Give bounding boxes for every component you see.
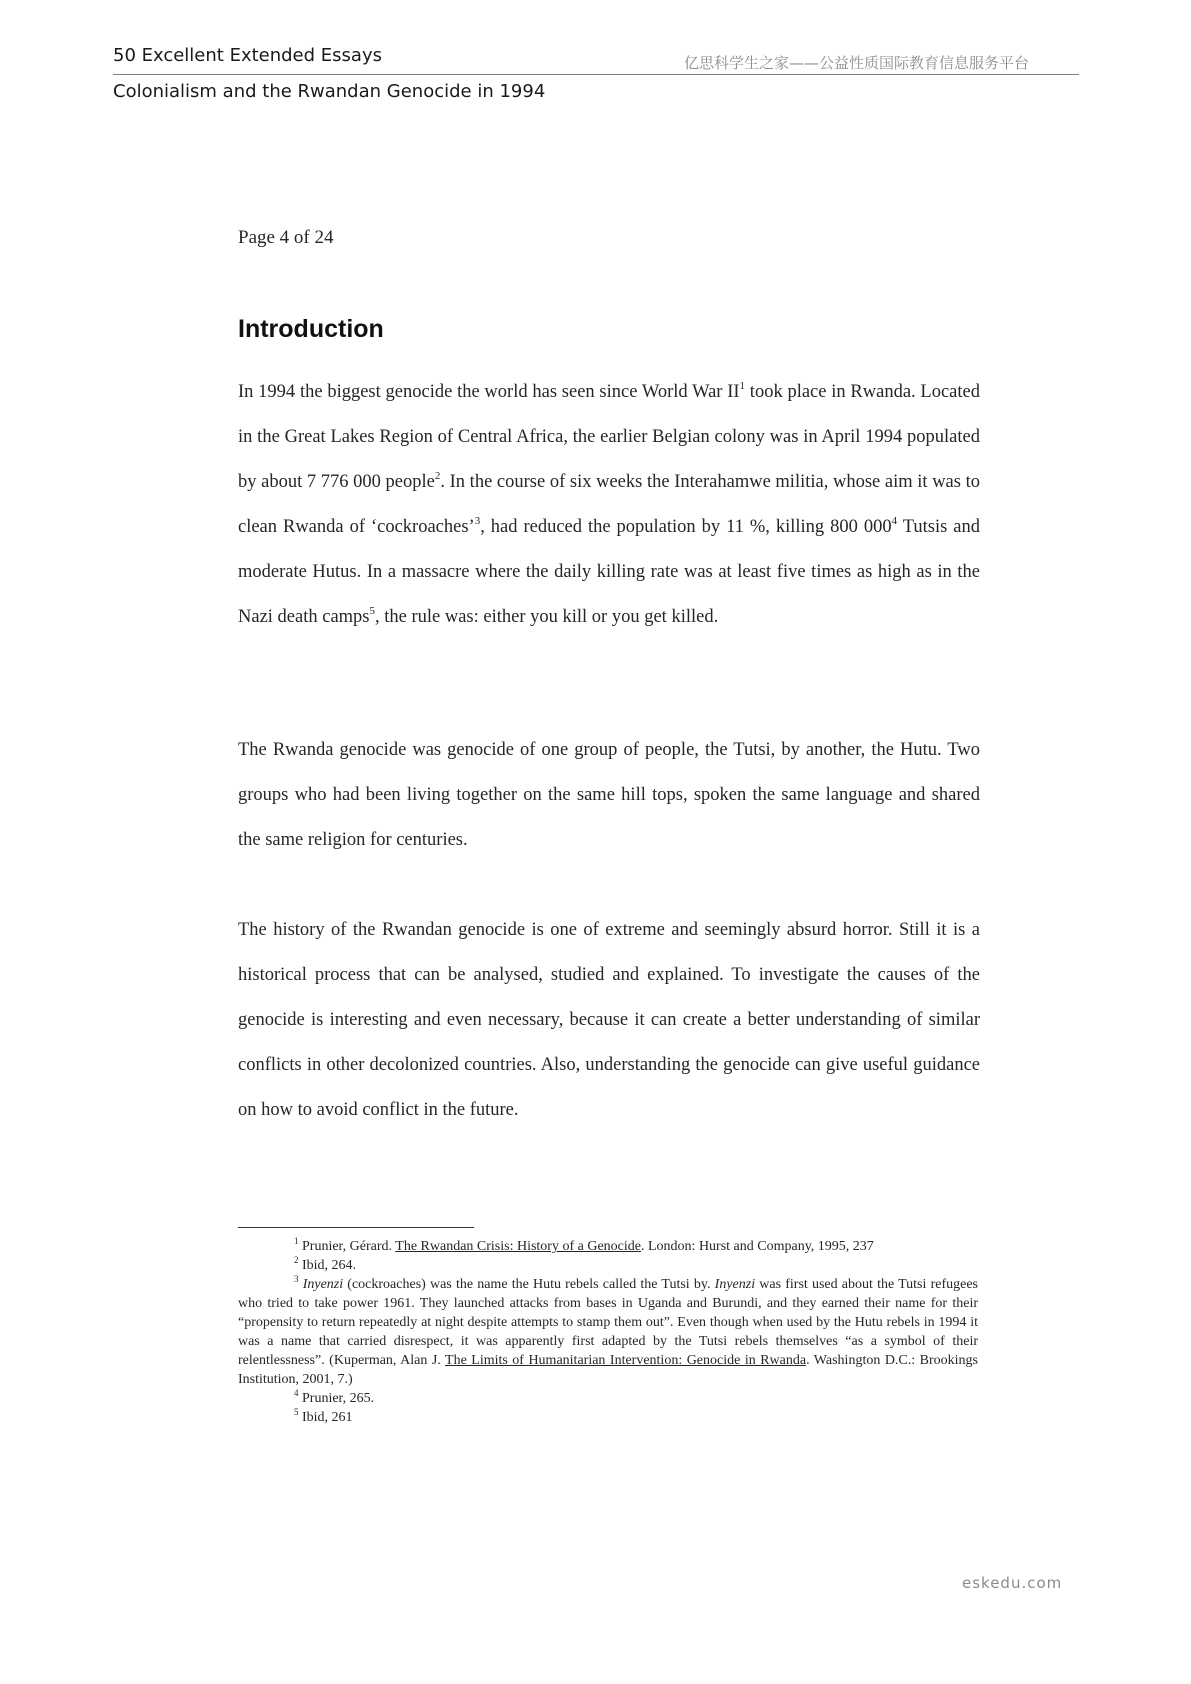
footnote-separator bbox=[238, 1227, 474, 1228]
paragraph-3: The history of the Rwandan genocide is one of extreme and seemingly absurd horror. Still it is a historical process that can be analysed, studied and explained. To investigate the causes of the genocide is interesting and even necessary, because it can create a better understanding of similar conflicts in other decolonized countries. Also, understanding the genocide can give useful guidance on how to avoid conflict in the future. bbox=[238, 920, 980, 1120]
footnote-2: $^2$ Ibid, 264. bbox=[294, 1255, 357, 1273]
section-heading: Introduction bbox=[238, 315, 384, 343]
running-header-essay-title: Colonialism and the Rwandan Genocide in 1994 bbox=[113, 81, 546, 102]
footnotes bbox=[238, 1237, 978, 1427]
paragraph-2: The Rwanda genocide was genocide of one group of people, the Tutsi, by another, the Hutu. Two groups who had been living together on the same hill tops, spoken the same language and shared the same religion for centuries. bbox=[238, 740, 980, 850]
footnote-ref-5: 5 bbox=[369, 605, 375, 617]
footnote-3-book-title: The Limits of Humanitarian Intervention: Genocide in Rwanda bbox=[445, 1353, 807, 1368]
footnote-ref-2: 2 bbox=[434, 470, 441, 482]
footnote-1-book-title: The Rwandan Crisis: History of a Genocide bbox=[395, 1239, 641, 1254]
footnote-3: $^3$ Inyenzi (cockroaches) was the name the Hutu rebels called the Tutsi by. Inyenzi was first used about the Tutsi refugees who tried to take power 1961. They launched attacks from bases in Uganda and Burundi, and they earned their name for their “propensity to return repeatedly at night despite attempts to stamp them out”. Even though when used by the Hutu rebels in 1994 it was a name that carried disrespect, it was apparently first adapted by the Tutsi rebels themselves “as a symbol of their relentlessness”. (Kuperman, Alan J. The Limits of Humanitarian Intervention: Genocide in Rwanda. Washington D.C.: Brookings Institution, 2001, 7.) bbox=[238, 1274, 978, 1387]
footer-site-label: eskedu.com bbox=[962, 1574, 1063, 1592]
footnote-ref-4: 4 bbox=[891, 515, 898, 527]
footnote-5: $^5$ Ibid, 261 bbox=[294, 1407, 353, 1425]
footnote-4: $^4$ Prunier, 265. bbox=[294, 1388, 375, 1406]
running-header-book-title: 50 Excellent Extended Essays bbox=[113, 45, 382, 66]
paragraph-1: In 1994 the biggest genocide the world has seen since World War $II^1$ took place in Rwanda. Located in the Great Lakes Region of Central Africa, the earlier Belgian colony was in April 1994 populated by about 7 776 000 people$^2$. In the course of six weeks the Interahamwe militia, whose aim it was to clean Rwanda of ‘cockroaches’$^3$, had reduced the population by 11 %, killing 800 $000^4$ Tutsis and moderate Hutus. In a massacre where the daily killing rate was at least five times as high as in the Nazi death camps$^5$, the rule was: either you kill or you get killed. bbox=[238, 380, 980, 627]
footnote-ref-3: 3 bbox=[474, 515, 481, 527]
footnote-1: $^1$ Prunier, Gérard. The Rwandan Crisis: History of a Genocide. London: Hurst and Company, 1995, 237 bbox=[294, 1236, 874, 1254]
footnote-ref-1: 1 bbox=[739, 380, 746, 392]
running-header-site-label: 亿思科学生之家——公益性质国际教育信息服务平台 bbox=[684, 54, 1030, 72]
page-number: Page 4 of 24 bbox=[238, 227, 334, 248]
